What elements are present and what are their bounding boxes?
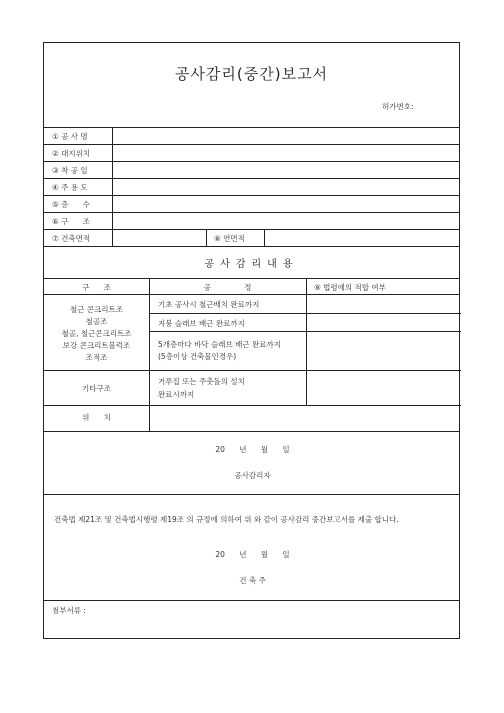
divider <box>44 278 459 279</box>
divider <box>44 178 459 179</box>
process-floor-slab-note: (5층이상 건축물인경우) <box>158 352 237 361</box>
field-label-main-use: ④ 주 용 도 <box>52 183 88 192</box>
report-form <box>43 42 460 639</box>
structure-steel: 철골조 <box>85 317 108 326</box>
divider <box>264 229 265 246</box>
declaration-text: 건축법 제21조 및 건축법시행령 제19조 의 규정에 의하여 위 와 같이 공사감리 중간보고서를 제출 합니다. <box>54 515 399 524</box>
process-formwork: 거푸집 또는 주춧돌의 설치 <box>158 377 245 386</box>
divider <box>44 212 459 213</box>
field-label-structure: ⑥ 구 조 <box>52 217 90 226</box>
process-formwork-end: 완료시까지 <box>158 390 195 399</box>
supervisor-label: 공사감리자 <box>234 471 271 480</box>
divider <box>44 161 459 162</box>
header-process: 공 정 <box>203 283 252 292</box>
field-label-floors: ⑤ 층 수 <box>52 200 90 209</box>
divider <box>306 278 307 405</box>
structure-reinforced-block: 보강 콘크리트블럭조 <box>62 341 131 350</box>
divider <box>44 431 459 432</box>
field-label-project-name: ① 공 사 명 <box>52 132 88 141</box>
date-line-owner: 20 년 월 일 <box>215 550 290 559</box>
divider <box>44 127 459 128</box>
divider <box>149 331 461 332</box>
structure-other: 기타구조 <box>82 384 111 393</box>
divider <box>44 494 459 495</box>
divider <box>44 370 461 371</box>
permit-number-label: 허가번호: <box>382 102 414 111</box>
attachment-label: 첨부서류 : <box>52 606 86 615</box>
header-compliance: ⑨ 법령에의 적합 여부 <box>314 283 386 292</box>
divider <box>149 313 461 314</box>
header-structure: 구 조 <box>82 283 111 292</box>
divider <box>44 600 459 601</box>
divider <box>44 405 461 406</box>
location-label: 위 치 <box>82 413 111 422</box>
divider <box>149 278 150 431</box>
field-label-building-area: ⑦ 건축면적 <box>52 234 91 243</box>
structure-src: 철골, 철근콘크리트조 <box>61 329 132 338</box>
form-title: 공사감리(중간)보고서 <box>174 65 329 83</box>
process-roof-slab: 지붕 슬래브 배근 완료까지 <box>158 319 245 328</box>
section-title: 공사감리내용 <box>204 259 299 270</box>
date-line-supervisor: 20 년 월 일 <box>215 445 290 454</box>
field-label-total-floor-area: ⑧ 연면적 <box>214 234 245 243</box>
divider <box>112 127 113 246</box>
divider <box>206 229 207 246</box>
field-label-site-location: ② 대지위치 <box>52 149 91 158</box>
divider <box>44 144 459 145</box>
field-label-start-date: ③ 착 공 일 <box>52 166 88 175</box>
divider <box>44 294 459 295</box>
structure-rc: 철근 콘크리트조 <box>69 305 124 314</box>
structure-masonry: 조적조 <box>85 353 108 362</box>
process-floor-slab: 5개층마다 바닥 슬래브 배근 완료까지 <box>158 340 281 349</box>
divider <box>44 195 459 196</box>
owner-label: 건 축 주 <box>239 576 266 585</box>
process-foundation: 기초 공사시 철근배치 완료까지 <box>158 300 260 309</box>
divider <box>44 229 459 230</box>
divider <box>44 246 459 247</box>
